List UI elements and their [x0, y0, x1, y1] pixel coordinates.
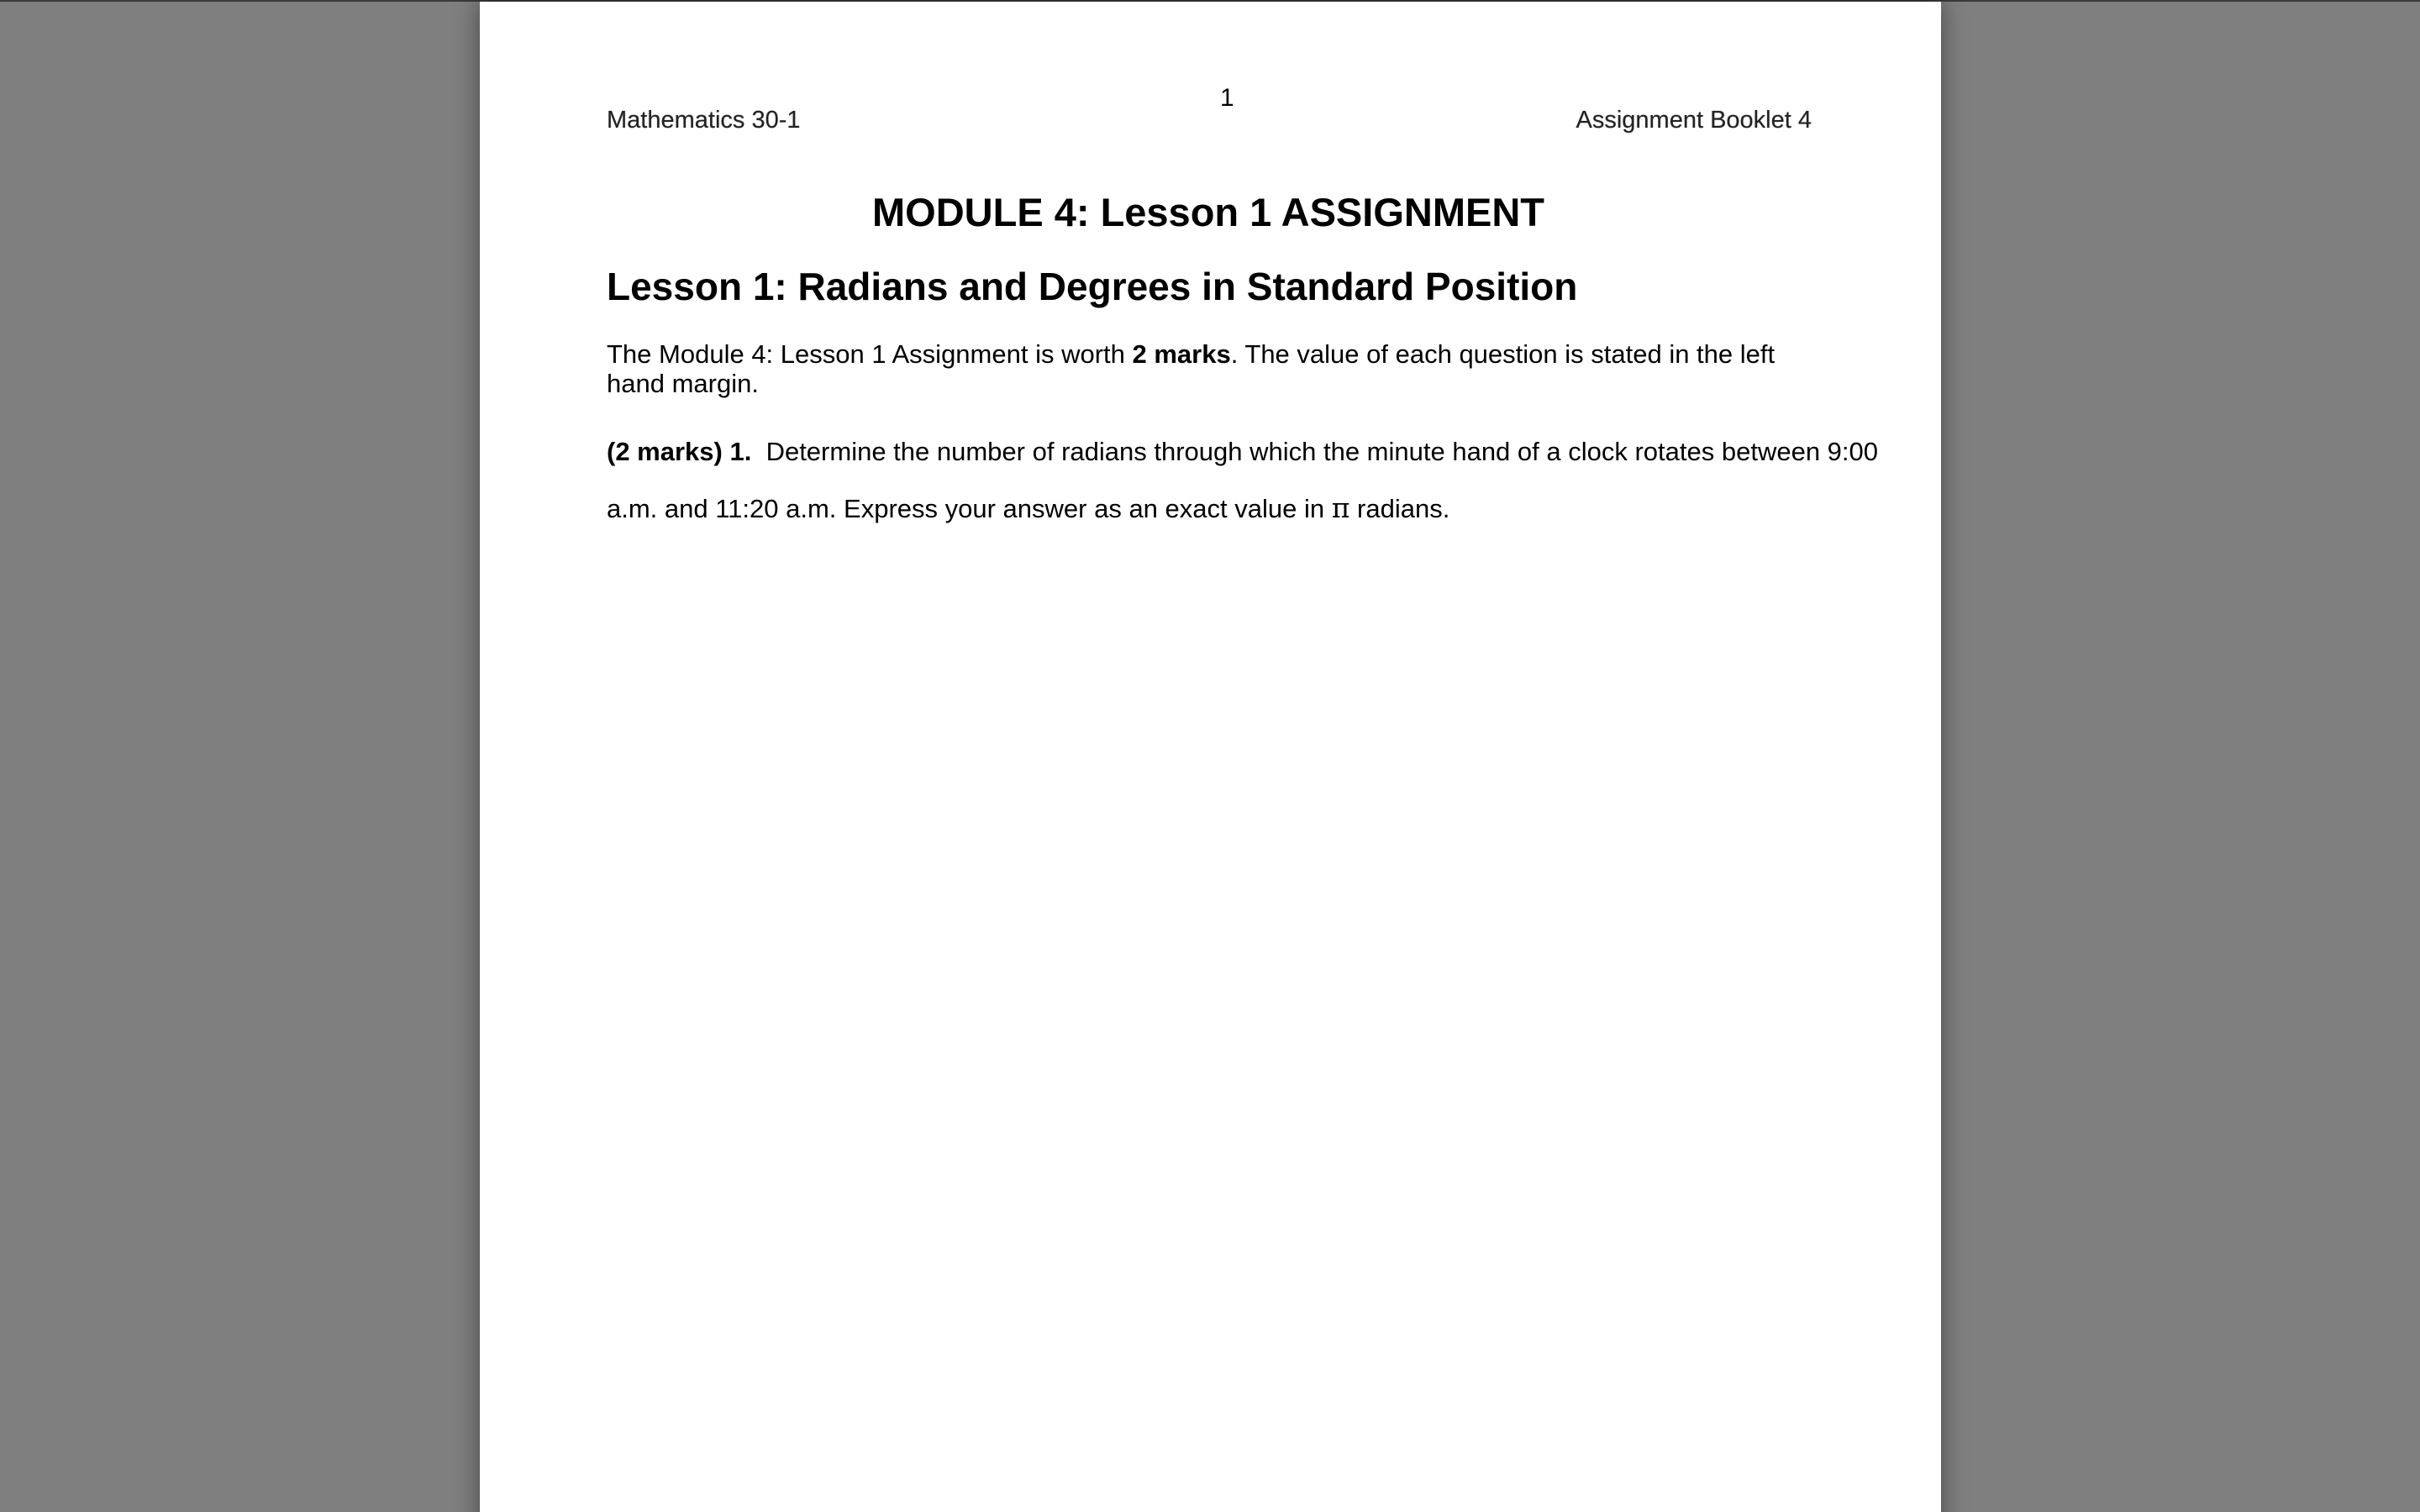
header-course: Mathematics 30-1: [607, 107, 801, 134]
lesson-heading: Lesson 1: Radians and Degrees in Standard Position: [607, 265, 1578, 308]
question-1-suffix: radians.: [1357, 494, 1450, 523]
header-booklet: Assignment Booklet 4: [1576, 107, 1812, 134]
question-1-marks: (2 marks) 1.: [607, 437, 752, 466]
page-number: 1: [1220, 84, 1234, 112]
intro-paragraph: [607, 339, 1800, 398]
intro-text-before: The Module 4: Lesson 1 Assignment is worth: [607, 339, 1133, 369]
pi-symbol: π: [1331, 491, 1350, 524]
intro-text-after: . The value of each question is stated in the left hand margin.: [607, 339, 1776, 398]
intro-marks: 2 marks: [1132, 339, 1231, 369]
module-title: MODULE 4: Lesson 1 ASSIGNMENT: [872, 190, 1544, 234]
cut-off-text-line: [607, 1504, 1783, 1512]
question-1-text: Determine the number of radians through which the minute hand of a clock rotates between 9:00 a.m. and 11:20 a.m. Express your answer as an exact value in: [607, 437, 1879, 523]
question-1: [607, 423, 1892, 537]
